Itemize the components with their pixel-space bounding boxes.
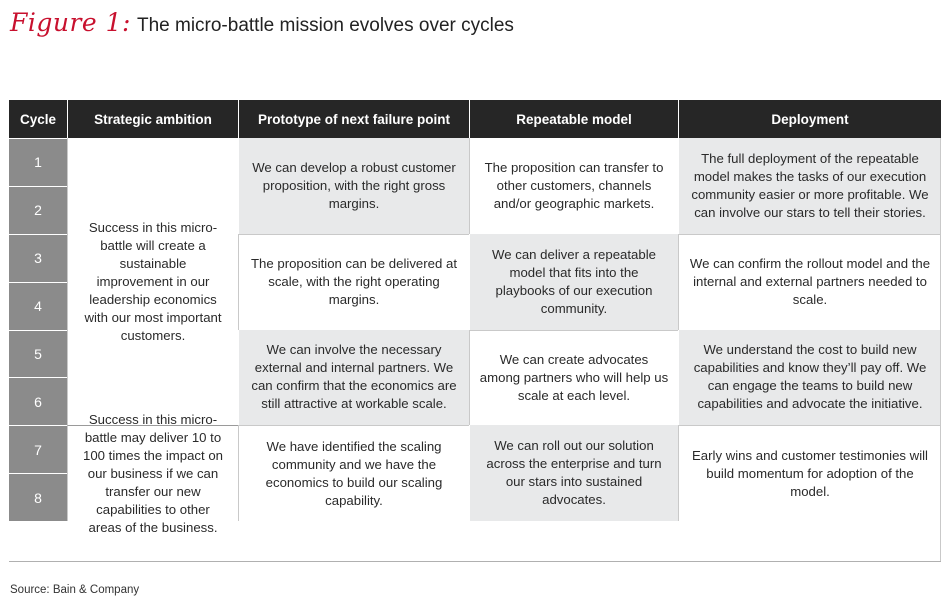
cycle-number: 3 <box>9 234 67 282</box>
header-prototype: Prototype of next failure point <box>238 100 469 138</box>
prototype-text: We can develop a robust customer proposition, with the right gross margins. <box>252 159 456 211</box>
mission-table <box>9 100 941 561</box>
repeatable-model-text: We can deliver a repeatable model that fits into the playbooks of our execution community. <box>492 246 656 316</box>
table-right-border <box>940 138 941 561</box>
table-bottom-border <box>9 561 941 562</box>
strategic-ambition-text: Success in this micro-battle may deliver 10 to 100 times the impact on our business if we can transfer our new capabilities to other areas of the business. <box>83 411 224 535</box>
strategic-ambition-cell <box>67 411 238 535</box>
prototype-cell <box>238 138 469 234</box>
deployment-cell <box>678 138 941 234</box>
figure-title <box>10 8 514 40</box>
deployment-cell <box>678 330 941 426</box>
figure-heading: The micro-battle mission evolves over cycles <box>136 15 514 36</box>
cycle-number: 6 <box>9 377 67 425</box>
deployment-text: The full deployment of the repeatable model makes the tasks of our execution community easier or more profitable. We can involve our stars to tell their stories. <box>691 150 929 220</box>
repeatable-model-text: We can roll out our solution across the enterprise and turn our stars into sustained advocates. <box>486 438 662 508</box>
header-strategic-ambition: Strategic ambition <box>67 100 238 138</box>
cycle-number: 8 <box>9 473 67 521</box>
prototype-text: We can involve the necessary external and internal partners. We can confirm that the economics are still attractive at workable scale. <box>251 342 457 412</box>
deployment-cell <box>678 425 941 521</box>
figure-label: Figure 1: <box>10 8 131 37</box>
repeatable-model-cell <box>469 138 678 234</box>
prototype-text: We have identified the scaling community and we have the economics to build our scaling capability. <box>265 438 443 508</box>
repeatable-model-text: The proposition can transfer to other customers, channels and/or geographic markets. <box>484 159 664 211</box>
prototype-text: The proposition can be delivered at scale, with the right operating margins. <box>250 256 457 308</box>
deployment-text: Early wins and customer testimonies will build momentum for adoption of the model. <box>692 447 928 499</box>
header-repeatable-model: Repeatable model <box>469 100 678 138</box>
deployment-text: We can confirm the rollout model and the internal and external partners needed to scale. <box>689 256 931 308</box>
cycle-number: 2 <box>9 186 67 234</box>
repeatable-model-cell <box>469 234 678 330</box>
header-deployment: Deployment <box>678 100 941 138</box>
strategic-ambition-cell <box>67 138 238 425</box>
cycle-number: 1 <box>9 138 67 186</box>
header-cycle: Cycle <box>9 100 67 138</box>
deployment-cell <box>678 234 941 330</box>
cycle-number: 4 <box>9 282 67 330</box>
prototype-cell <box>238 425 469 521</box>
prototype-cell <box>238 234 469 330</box>
repeatable-model-cell <box>469 330 678 426</box>
repeatable-model-cell <box>469 425 678 521</box>
strategic-ambition-text: Success in this micro-battle will create a sustainable improvement in our leadership economics with our most important customers. <box>84 219 222 343</box>
prototype-cell <box>238 330 469 426</box>
cycle-number: 7 <box>9 425 67 473</box>
deployment-text: We understand the cost to build new capabilities and know they’ll pay off. We can engage the teams to build new capabilities and advocate the initiative. <box>693 342 927 412</box>
cycle-number: 5 <box>9 330 67 378</box>
repeatable-model-text: We can create advocates among partners who will help us scale at each level. <box>479 351 669 403</box>
source-note: Source: Bain & Company <box>10 584 140 596</box>
